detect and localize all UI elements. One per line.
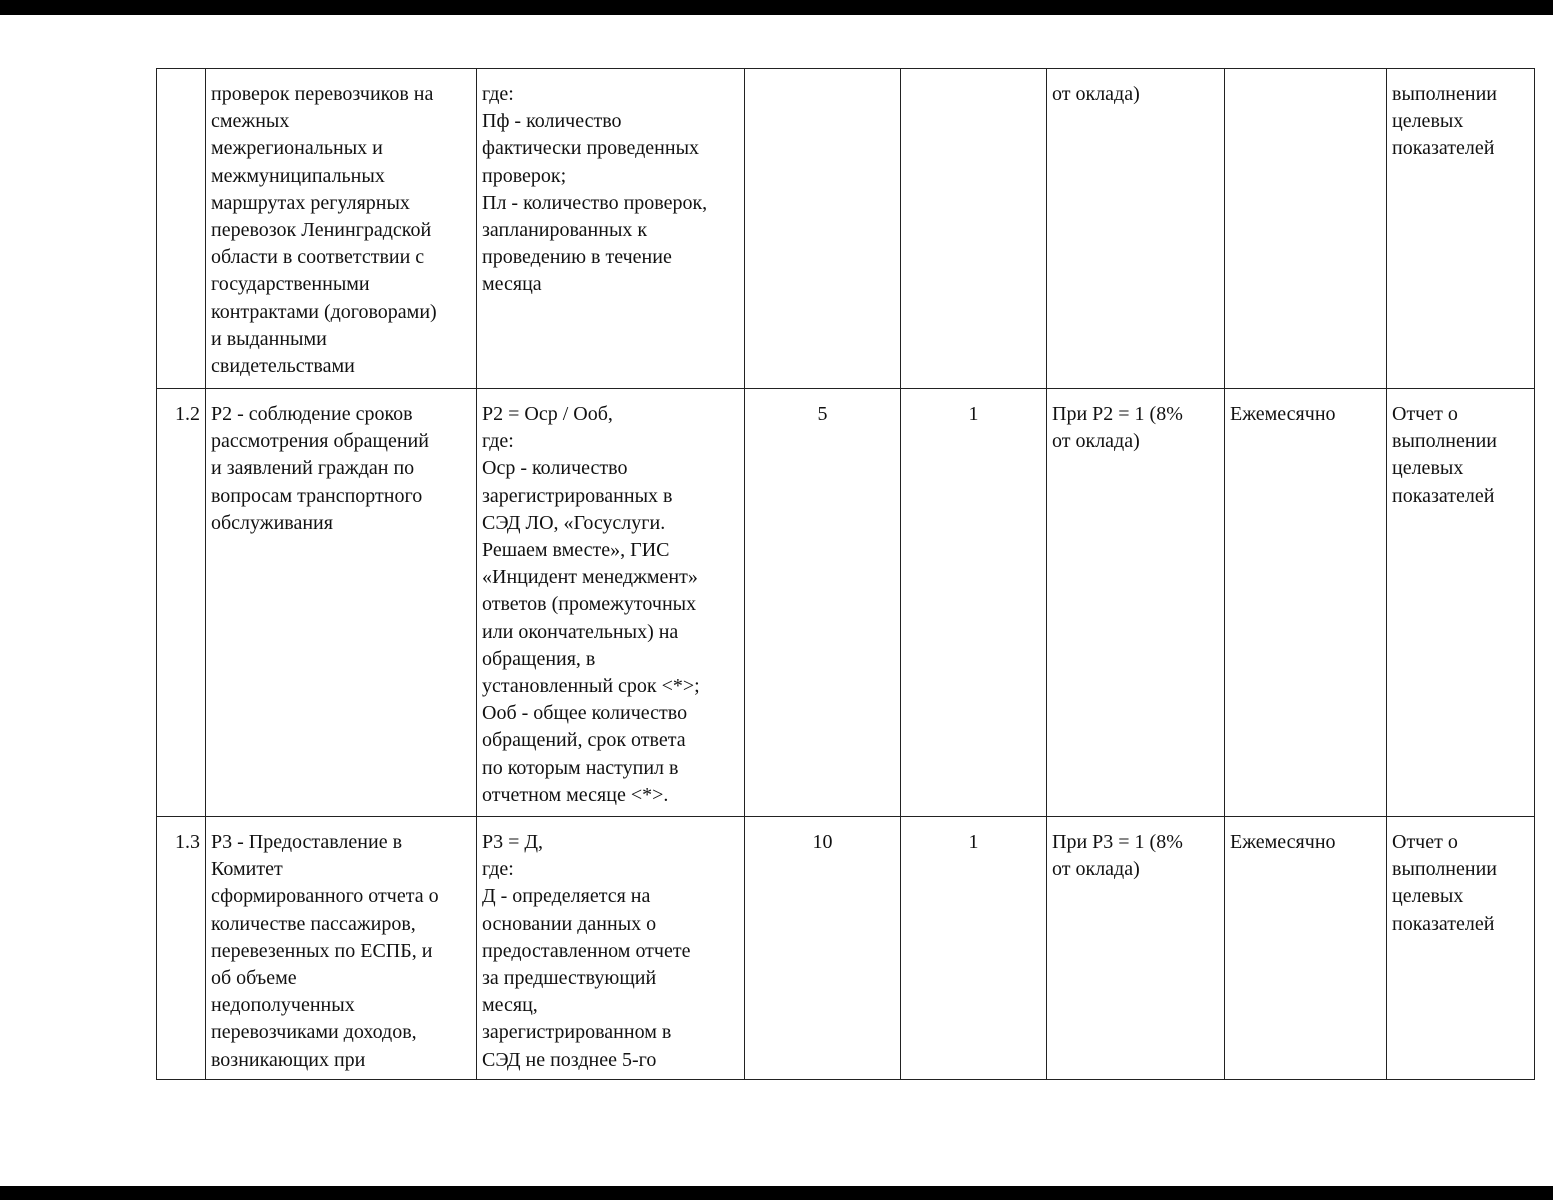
text-line: возникающих при (211, 1048, 366, 1071)
text-line: При Р2 = 1 (8% (1052, 403, 1183, 425)
text-line: выполнении (1392, 858, 1497, 881)
text-line: обращения, в (482, 647, 596, 670)
text-line: обращений, срок ответа (482, 729, 686, 752)
formula-cell (477, 389, 745, 817)
text-line: от оклада) (1052, 83, 1140, 105)
text-line: контрактами (договорами) (211, 300, 437, 323)
text-line: проверок; (482, 164, 567, 187)
text-line: или окончательных) на (482, 620, 679, 643)
weight-cell (745, 69, 901, 389)
text-line: количестве пассажиров, (211, 912, 416, 935)
text-line: Оср - количество (482, 457, 628, 480)
text-line: зарегистрированном в (482, 1021, 672, 1044)
text-line: Р2 = Оср / Ооб, (482, 403, 613, 425)
text-line: рассмотрения обращений (211, 430, 429, 453)
weight-cell: 10 (745, 817, 901, 1080)
text-line: целевых (1392, 110, 1464, 133)
text-line: Пф - количество (482, 110, 622, 133)
text-line: Д - определяется на (482, 885, 651, 908)
text-line: отчетном месяце <*>. (482, 783, 669, 806)
text-line: показателей (1392, 137, 1495, 160)
text-line: показателей (1392, 912, 1495, 935)
text-line: по которым наступил в (482, 756, 679, 779)
formula-cell (477, 69, 745, 389)
text-line: от оклада) (1052, 858, 1140, 881)
text-line: государственными (211, 273, 370, 296)
text-line: Решаем вместе», ГИС (482, 539, 670, 562)
target-cell (901, 69, 1047, 389)
payment-cell (1047, 817, 1225, 1080)
text-line: межмуниципальных (211, 164, 385, 187)
period-cell: Ежемесячно (1225, 389, 1387, 817)
text-line: Р2 - соблюдение сроков (211, 403, 413, 425)
text-line: маршрутах регулярных (211, 191, 410, 214)
text-line: «Инцидент менеджмент» (482, 566, 698, 589)
text-line: СЭД ЛО, «Госуслуги. (482, 511, 666, 534)
text-line: области в соответствии с (211, 246, 425, 269)
table-row (157, 817, 1535, 1080)
text-line: Отчет о (1392, 831, 1458, 853)
text-line: перевозчиками доходов, (211, 1021, 417, 1044)
text-line: фактически проведенных (482, 137, 700, 160)
text-line: за предшествующий (482, 967, 657, 990)
text-line: от оклада) (1052, 430, 1140, 453)
text-line: Р3 - Предоставление в (211, 831, 403, 853)
text-line: Отчет о (1392, 403, 1458, 425)
indicator-cell (206, 817, 477, 1080)
text-line: и выданными (211, 327, 327, 350)
text-line: месяца (482, 273, 542, 296)
report-cell (1387, 69, 1535, 389)
text-line: месяц, (482, 994, 538, 1017)
payment-cell (1047, 389, 1225, 817)
text-line: СЭД не позднее 5-го (482, 1048, 657, 1071)
text-line: Пл - количество проверок, (482, 191, 708, 214)
text-line: где: (482, 858, 514, 881)
text-line: свидетельствами (211, 355, 355, 378)
text-line: недополученных (211, 994, 355, 1017)
text-line: где: (482, 83, 514, 105)
text-line: проведению в течение (482, 246, 672, 269)
text-line: обслуживания (211, 511, 333, 534)
text-line: об объеме (211, 967, 297, 990)
text-line: выполнении (1392, 83, 1497, 105)
text-line: ответов (промежуточных (482, 593, 697, 616)
text-line: Комитет (211, 858, 283, 881)
text-line: целевых (1392, 885, 1464, 908)
text-line: вопросам транспортного (211, 484, 423, 507)
text-line: зарегистрированных в (482, 484, 673, 507)
text-line: предоставленном отчете (482, 939, 691, 962)
text-line: и заявлений граждан по (211, 457, 415, 480)
target-cell: 1 (901, 389, 1047, 817)
table-row (157, 389, 1535, 817)
text-line: смежных (211, 110, 290, 133)
report-cell (1387, 389, 1535, 817)
indicators-table (156, 68, 1535, 1080)
payment-cell (1047, 69, 1225, 389)
text-line: проверок перевозчиков на (211, 83, 434, 105)
row-number-cell: 1.2 (157, 389, 206, 817)
text-line: показателей (1392, 484, 1495, 507)
table-row (157, 69, 1535, 389)
period-cell (1225, 69, 1387, 389)
text-line: межрегиональных и (211, 137, 383, 160)
row-number-cell (157, 69, 206, 389)
text-line: запланированных к (482, 219, 648, 242)
period-cell: Ежемесячно (1225, 817, 1387, 1080)
text-line: выполнении (1392, 430, 1497, 453)
text-line: Ооб - общее количество (482, 702, 688, 725)
text-line: основании данных о (482, 912, 657, 935)
weight-cell: 5 (745, 389, 901, 817)
text-line: установленный срок <*>; (482, 675, 700, 698)
row-number-cell: 1.3 (157, 817, 206, 1080)
text-line: При Р3 = 1 (8% (1052, 831, 1183, 853)
scan-bottom-border (0, 1186, 1553, 1200)
target-cell: 1 (901, 817, 1047, 1080)
indicator-cell (206, 389, 477, 817)
formula-cell (477, 817, 745, 1080)
text-line: целевых (1392, 457, 1464, 480)
report-cell (1387, 817, 1535, 1080)
text-line: Р3 = Д, (482, 831, 544, 853)
text-line: перевезенных по ЕСПБ, и (211, 939, 433, 962)
indicator-cell (206, 69, 477, 389)
text-line: где: (482, 430, 514, 453)
scan-top-border (0, 0, 1553, 15)
text-line: сформированного отчета о (211, 885, 439, 908)
text-line: перевозок Ленинградской (211, 219, 432, 242)
